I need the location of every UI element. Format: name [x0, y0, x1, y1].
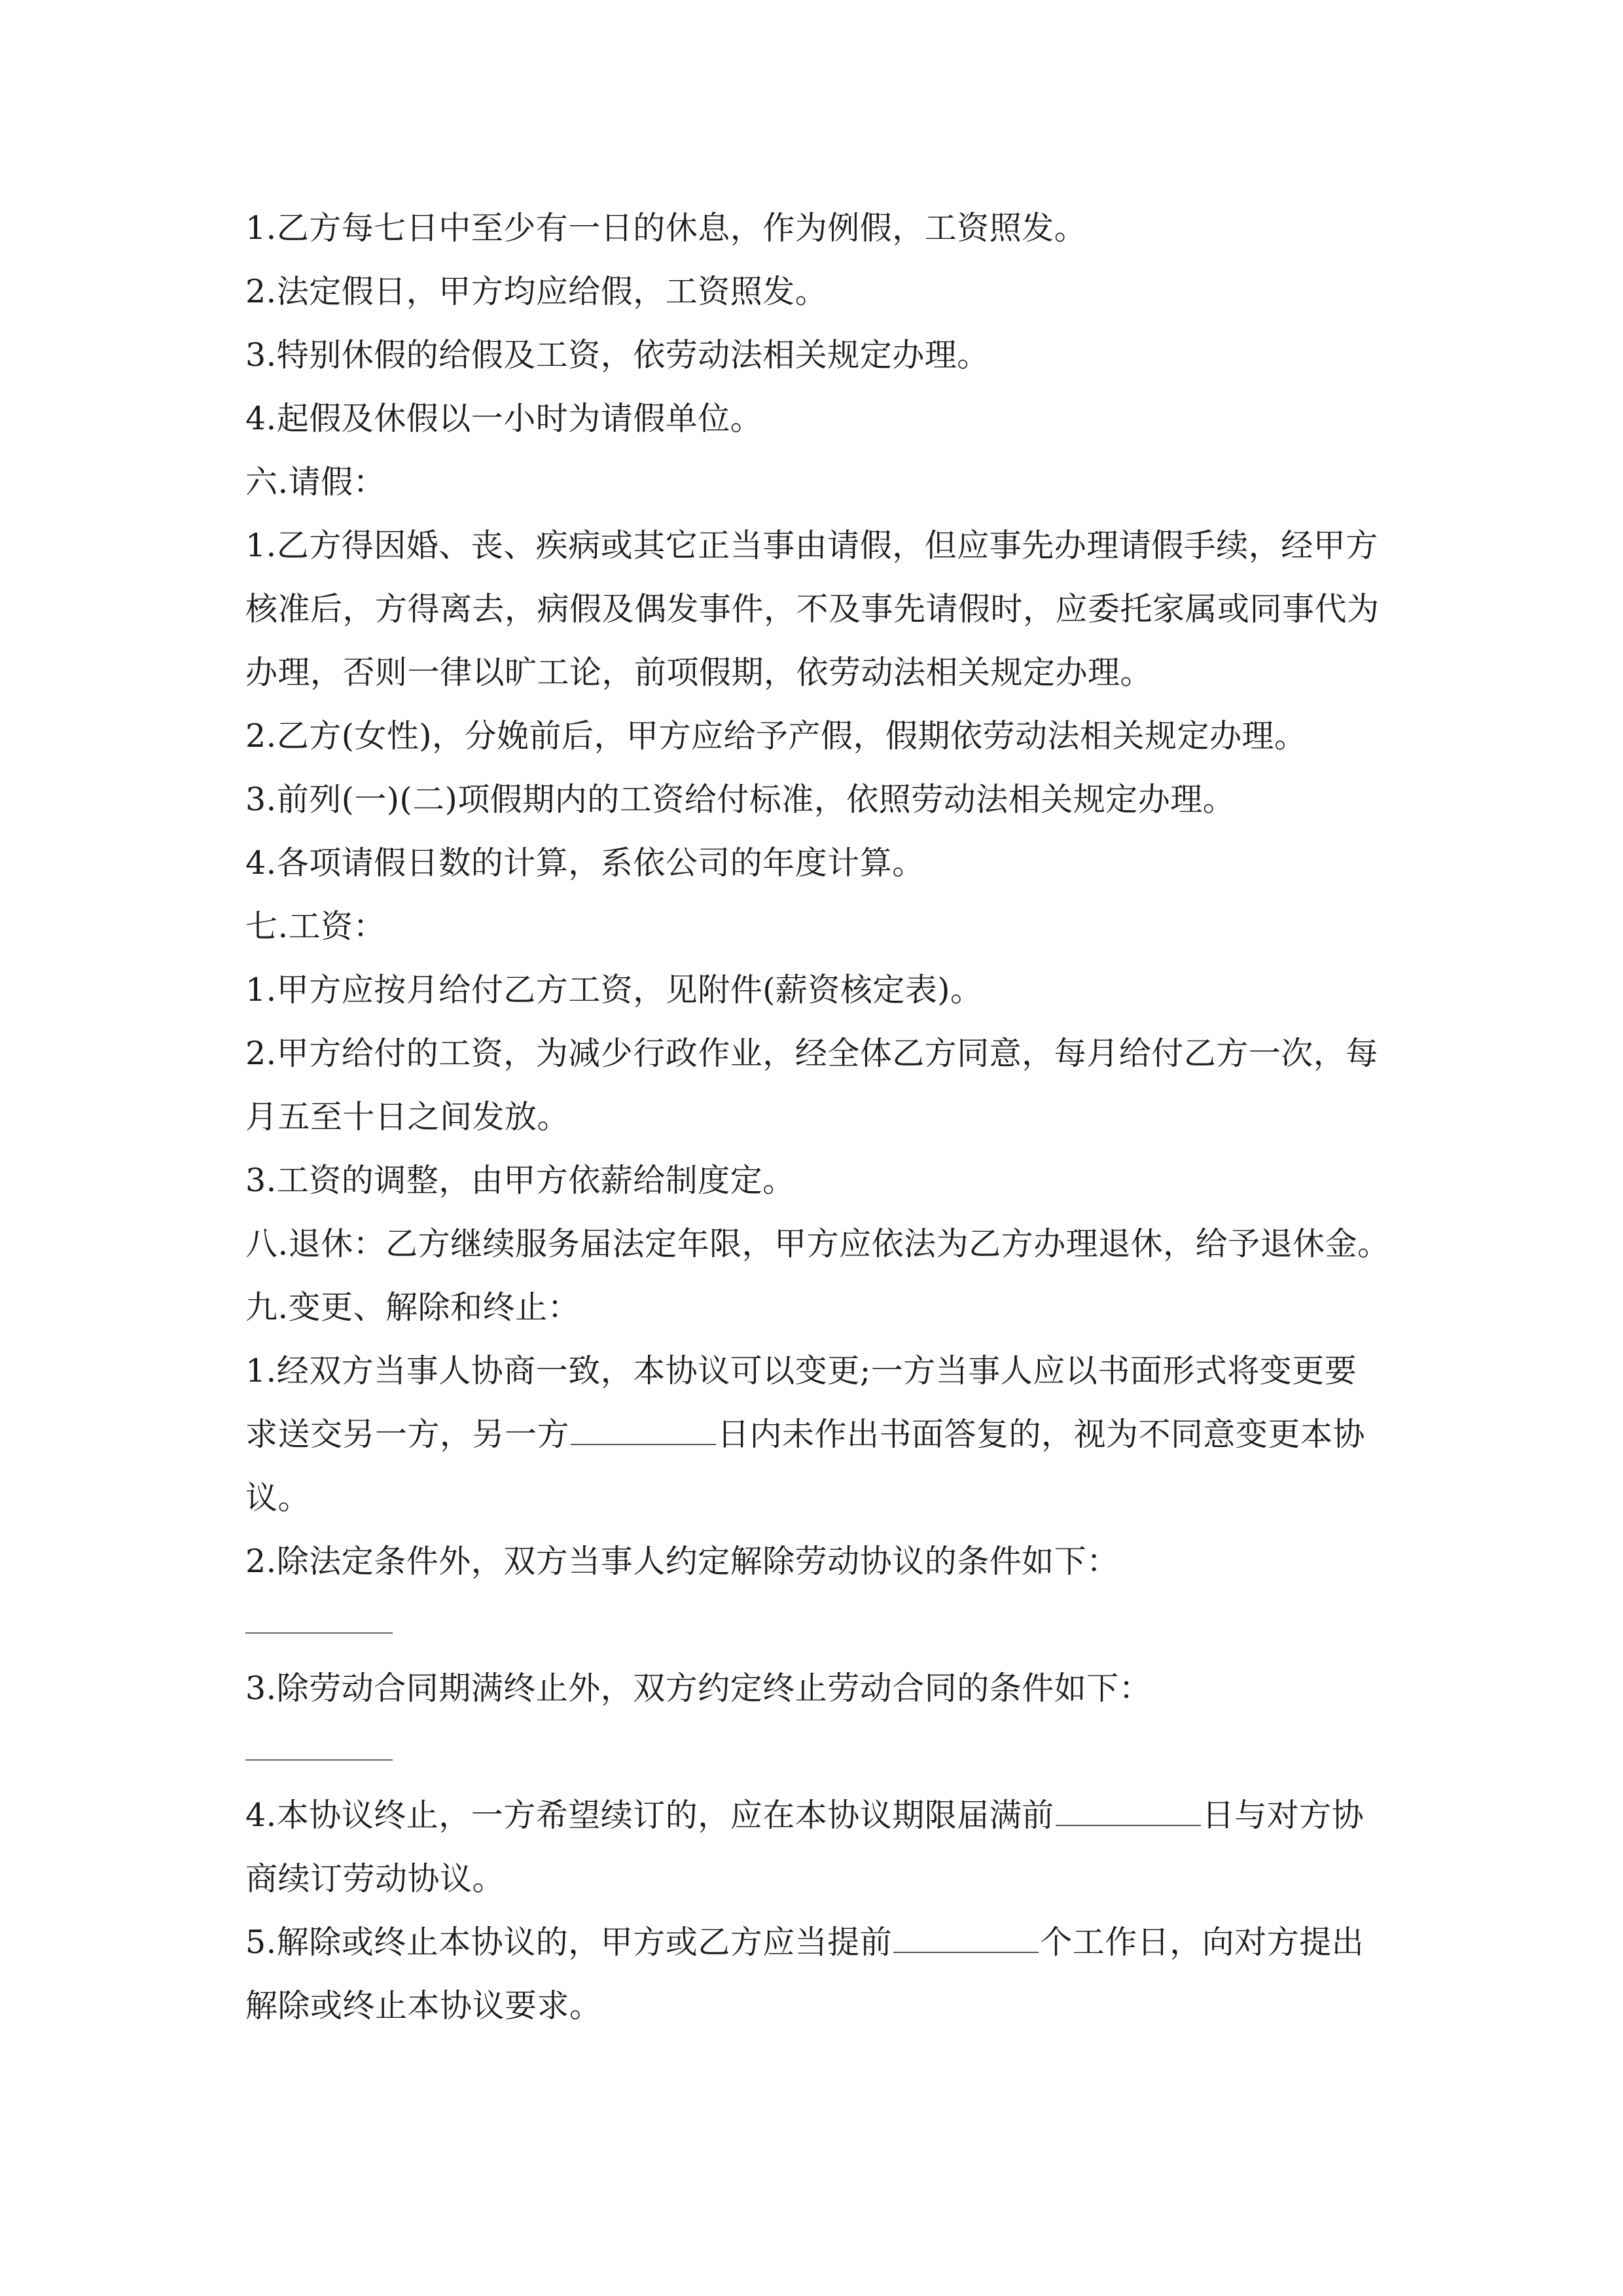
text-segment: 日与对方协: [1202, 1797, 1364, 1834]
text-line: 办理，否则一律以旷工论，前项假期，依劳动法相关规定办理。: [245, 654, 1153, 691]
section-heading-retirement: 八.退休：乙方继续服务届法定年限，甲方应依法为乙方办理退休，给予退休金。: [245, 1225, 1390, 1263]
text-line: 2.甲方给付的工资，为减少行政作业，经全体乙方同意，每月给付乙方一次，每: [245, 1035, 1378, 1072]
text-line: 2.除法定条件外，双方当事人约定解除劳动协议的条件如下：: [245, 1543, 1119, 1580]
text-segment: 日内未作出书面答复的，视为不同意变更本协: [717, 1416, 1366, 1453]
fill-in-line-termination-conditions[interactable]: [245, 1720, 1384, 1784]
document-body: [245, 196, 1390, 2037]
underline-rule: [245, 1632, 393, 1634]
text-line: 商续订劳动协议。: [245, 1860, 505, 1897]
text-line: 2.乙方(女性)，分娩前后，甲方应给予产假，假期依劳动法相关规定办理。: [245, 717, 1307, 755]
fill-in-blank-renewal-days[interactable]: [1056, 1799, 1201, 1826]
text-line: 1.乙方每七日中至少有一日的休息，作为例假，工资照发。: [245, 209, 1087, 247]
text-line: 1.乙方得因婚、丧、疾病或其它正当事由请假，但应事先办理请假手续，经甲方: [245, 527, 1378, 564]
text-line: 核准后，方得离去，病假及偶发事件，不及事先请假时，应委托家属或同事代为: [245, 590, 1380, 628]
text-segment: 求送交另一方，另一方: [245, 1416, 570, 1453]
text-line: 解除或终止本协议要求。: [245, 1987, 602, 2024]
text-line: 议。: [245, 1479, 311, 1516]
text-line: [245, 1784, 1384, 1847]
text-segment: 4.本协议终止，一方希望续订的，应在本协议期限届满前: [245, 1797, 1054, 1834]
text-line: 4.各项请假日数的计算，系依公司的年度计算。: [245, 844, 925, 882]
fill-in-blank-working-days[interactable]: [893, 1926, 1039, 1953]
section-heading-termination: 九.变更、解除和终止：: [245, 1289, 580, 1326]
text-line: 2.法定假日，甲方均应给假，工资照发。: [245, 273, 828, 310]
fill-in-blank-days[interactable]: [571, 1418, 716, 1445]
text-line: [245, 1910, 1384, 1974]
text-line: 1.甲方应按月给付乙方工资，见附件(薪资核定表)。: [245, 971, 983, 1009]
section-heading-leave: 六.请假：: [245, 463, 386, 501]
text-line: 3.前列(一)(二)项假期内的工资给付标准，依照劳动法相关规定办理。: [245, 781, 1236, 818]
text-line: 月五至十日之间发放。: [245, 1098, 570, 1136]
text-line: 3.除劳动合同期满终止外，双方约定终止劳动合同的条件如下：: [245, 1670, 1152, 1707]
text-segment: 个工作日，向对方提出: [1040, 1924, 1364, 1961]
text-line: 3.工资的调整，由甲方依薪给制度定。: [245, 1162, 795, 1199]
fill-in-line-rescission-conditions[interactable]: [245, 1593, 1384, 1657]
text-line: 3.特别休假的给假及工资，依劳动法相关规定办理。: [245, 336, 990, 374]
text-line: [245, 1403, 1384, 1466]
text-line: 1.经双方当事人协商一致，本协议可以变更;一方当事人应以书面形式将变更要: [245, 1352, 1357, 1390]
text-line: 4.起假及休假以一小时为请假单位。: [245, 400, 763, 437]
section-heading-wages: 七.工资：: [245, 908, 386, 945]
text-segment: 5.解除或终止本协议的，甲方或乙方应当提前: [245, 1924, 893, 1961]
underline-rule: [245, 1759, 393, 1761]
